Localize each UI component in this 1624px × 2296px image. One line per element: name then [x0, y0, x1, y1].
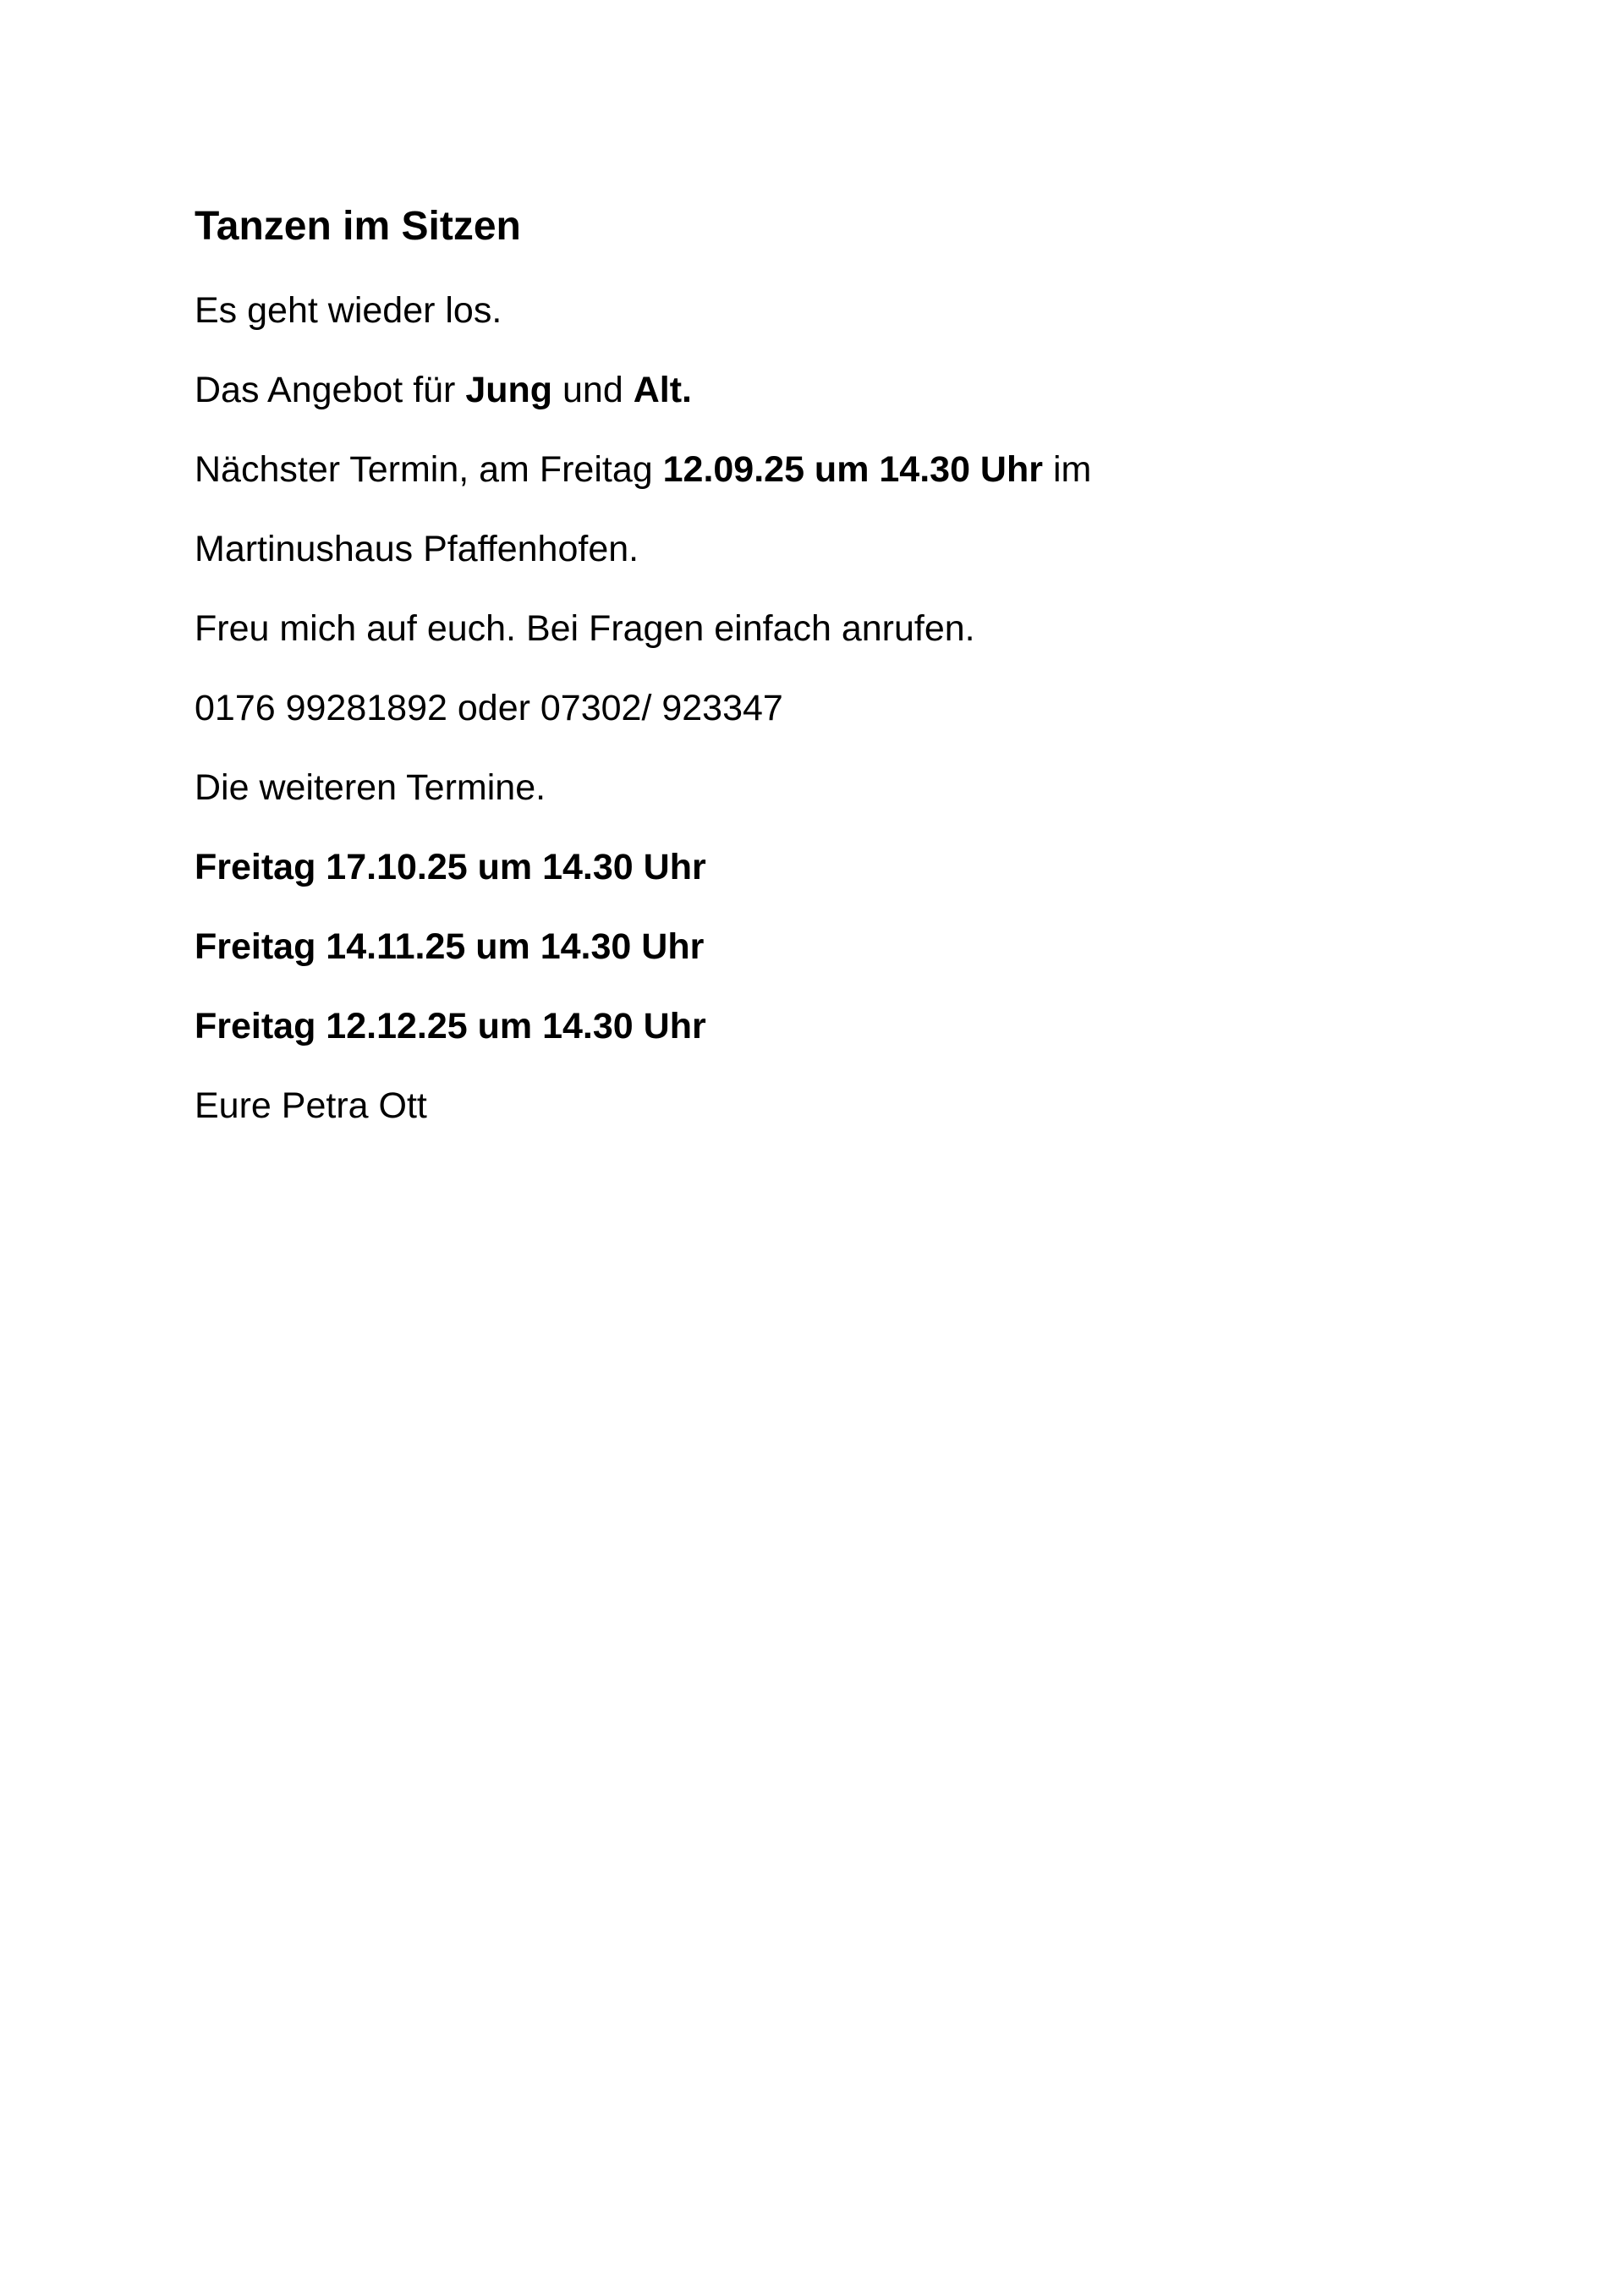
offer-line: [195, 350, 1463, 430]
document-title: Tanzen im Sitzen: [195, 204, 521, 249]
signature-line: Eure Petra Ott: [195, 1085, 427, 1126]
phone-line: 0176 99281892 oder 07302/ 923347: [195, 688, 783, 728]
next-date-line: [195, 430, 1463, 509]
next-date-text-2: im: [1043, 449, 1092, 490]
offer-bold-alt: Alt.: [633, 370, 692, 410]
date-item: Freitag 17.10.25 um 14.30 Uhr: [195, 847, 706, 887]
offer-text-1: Das Angebot für: [195, 370, 466, 410]
document-body: [195, 193, 1463, 1145]
location-line: Martinushaus Pfaffenhofen.: [195, 529, 639, 569]
offer-bold-jung: Jung: [465, 370, 553, 410]
date-item: Freitag 14.11.25 um 14.30 Uhr: [195, 926, 705, 967]
offer-text-2: und: [552, 370, 634, 410]
next-date-text-1: Nächster Termin, am Freitag: [195, 449, 663, 490]
intro-line: Es geht wieder los.: [195, 290, 502, 331]
date-item: Freitag 12.12.25 um 14.30 Uhr: [195, 1006, 706, 1046]
further-dates-heading: Die weiteren Termine.: [195, 767, 546, 808]
next-date-bold: 12.09.25 um 14.30 Uhr: [662, 449, 1043, 490]
greeting-line: Freu mich auf euch. Bei Fragen einfach anrufen.: [195, 608, 975, 649]
